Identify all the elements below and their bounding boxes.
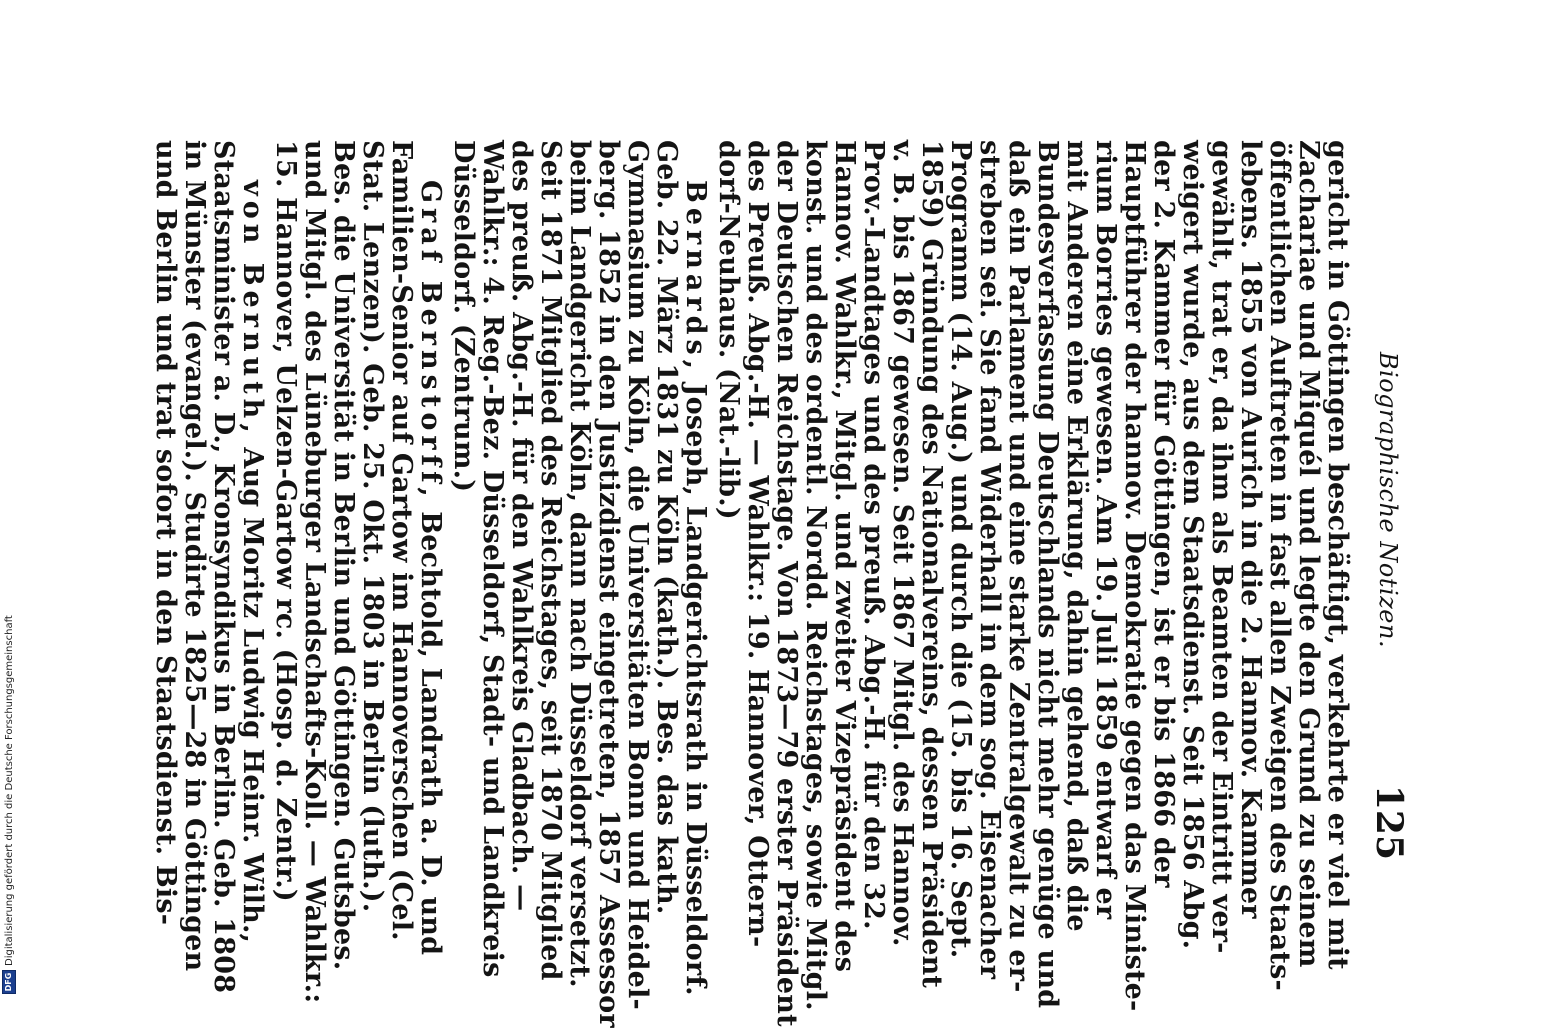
text-line: Hannov. Wahlkr., Mitgl. und zweiter Vizepräsident des bbox=[829, 140, 860, 973]
text-line: Wahlkr.: 4. Reg.-Bez. Düsseldorf, Stadt- und Landkreis bbox=[477, 140, 508, 978]
text-line: Geb. 22. März 1831 zu Köln (kath.). Bes. das kath. bbox=[651, 140, 682, 915]
text-line: in Münster (evangel.). Studirte 1825—28 in Göttingen bbox=[179, 140, 210, 972]
text-line: Prov.-Landtages und des preuß. Abg.-H. für den 32. bbox=[858, 140, 889, 930]
credit-text: Digitalisierung gefördert durch die Deutsche Forschungsgemeinschaft bbox=[3, 615, 15, 966]
entry-line-text: Aug Moritz Ludwig Heinr. Wilh., bbox=[237, 447, 268, 944]
text-line: Zachariae und Miquél und legte den Grund zu seinem bbox=[1293, 140, 1324, 968]
entry-line-text: Joseph, Landgerichtsrath in Düsseldorf. bbox=[680, 383, 711, 996]
paragraph bbox=[150, 140, 268, 994]
text-line: des Preuß. Abg.-H. — Wahlkr.: 19. Hannover, Ottern- bbox=[742, 140, 773, 948]
text-line: des preuß. Abg.-H. für den Wahlkreis Gladbach. — bbox=[506, 140, 537, 912]
page-number: 125 bbox=[1368, 784, 1410, 860]
text-line: Familien-Senior auf Gartow im Hannoverschen (Cel. bbox=[386, 140, 417, 941]
digitization-credit bbox=[0, 0, 16, 1000]
text-line: Stat. Lenzen). Geb. 25. Okt. 1803 in Berlin (luth.). bbox=[357, 140, 388, 913]
running-head-title: Biographische Notizen. bbox=[1374, 351, 1402, 649]
text-line: Bundesverfassung Deutschlands nicht mehr genüge und bbox=[1032, 140, 1063, 1009]
text-line bbox=[415, 140, 446, 956]
text-line: v. B. bis 1867 gewesen. Seit 1867 Mitgl. des Hannov. bbox=[887, 140, 918, 947]
text-line: Staatsminister a. D., Kronsyndikus in Berlin. Geb. 1808 bbox=[208, 140, 239, 994]
text-line: der 2. Kammer für Göttingen, ist er bis 1866 der bbox=[1148, 140, 1179, 888]
text-line: gericht in Göttingen beschäftigt, verkehrte er viel mit bbox=[1322, 140, 1353, 970]
text-line: Düsseldorf. (Zentrum.) bbox=[448, 140, 479, 493]
entry-name: von Bernuth, bbox=[237, 180, 268, 438]
text-line: mit Anderen eine Erklärung, dahin gehend, daß die bbox=[1061, 140, 1092, 932]
text-line: Seit 1871 Mitglied des Reichstages, seit 1870 Mitglied bbox=[535, 140, 566, 981]
text-line: öffentlichen Auftreten in fast allen Zweigen des Staats- bbox=[1264, 140, 1295, 991]
text-line: lebens. 1855 von Aurich in die 2. Hannov. Kammer bbox=[1235, 140, 1266, 919]
text-line: 15. Hannover, Uelzen-Gartow rc. (Hosp. d. Zentr.) bbox=[270, 140, 301, 902]
paragraph bbox=[270, 140, 446, 1004]
text-line bbox=[237, 140, 268, 944]
text-line: 1859) Gründung des Nationalvereins, dessen Präsident bbox=[916, 140, 947, 989]
text-line: der Deutschen Reichstage. Von 1873—79 erster Präsident bbox=[771, 140, 802, 1027]
paragraph bbox=[713, 140, 1353, 1027]
text-line: Gymnasium zu Köln, die Universitäten Bonn und Heidel- bbox=[622, 140, 653, 1010]
running-head bbox=[1358, 140, 1410, 860]
text-line: gewählt, trat er, da ihm als Beamten der Eintritt ver- bbox=[1206, 140, 1237, 954]
entry-name: Bernards, bbox=[680, 180, 711, 375]
credit-strip bbox=[2, 594, 16, 994]
text-line: berg. 1852 in den Justizdienst eingetreten, 1857 Assessor bbox=[593, 140, 624, 1028]
text-line: und Berlin und trat sofort in den Staatsdienst. Bis- bbox=[150, 140, 181, 926]
text-line: und Mitgl. des Lüneburger Landschafts-Koll. — Wahlkr.: bbox=[299, 140, 330, 1004]
page-body bbox=[150, 140, 1353, 1028]
text-line: konst. und des ordentl. Nordd. Reichstages, sowie Mitgl. bbox=[800, 140, 831, 1011]
entry-name: Graf Bernstorff, bbox=[415, 180, 446, 502]
text-line: Programm (14. Aug.) und durch die (15. bis 16. Sept. bbox=[945, 140, 976, 959]
text-line: weigert wurde, aus dem Staatsdienst. Seit 1856 Abg. bbox=[1177, 140, 1208, 950]
book-page bbox=[150, 140, 1410, 1028]
text-line: beim Landgericht Köln, dann nach Düsseldorf versetzt. bbox=[564, 140, 595, 988]
text-line: dorf-Neuhaus. (Nat.-lib.) bbox=[713, 140, 744, 520]
text-line: Hauptführer der hannov. Demokratie gegen das Ministe- bbox=[1119, 140, 1150, 1012]
text-line bbox=[680, 140, 711, 996]
text-line: rium Borries gewesen. Am 19. Juli 1859 entwarf er bbox=[1090, 140, 1121, 920]
entry-line-text: Bechtold, Landrath a. D. und bbox=[415, 511, 446, 956]
text-line: daß ein Parlament und eine starke Zentralgewalt zu er- bbox=[1003, 140, 1034, 993]
paragraph bbox=[448, 140, 711, 1028]
dfg-logo: DFG bbox=[2, 970, 16, 994]
text-line: Bes. die Universität in Berlin und Göttingen. Gutsbes. bbox=[328, 140, 359, 971]
text-line: streben sei. Sie fand Widerhall in dem sog. Eisenacher bbox=[974, 140, 1005, 980]
